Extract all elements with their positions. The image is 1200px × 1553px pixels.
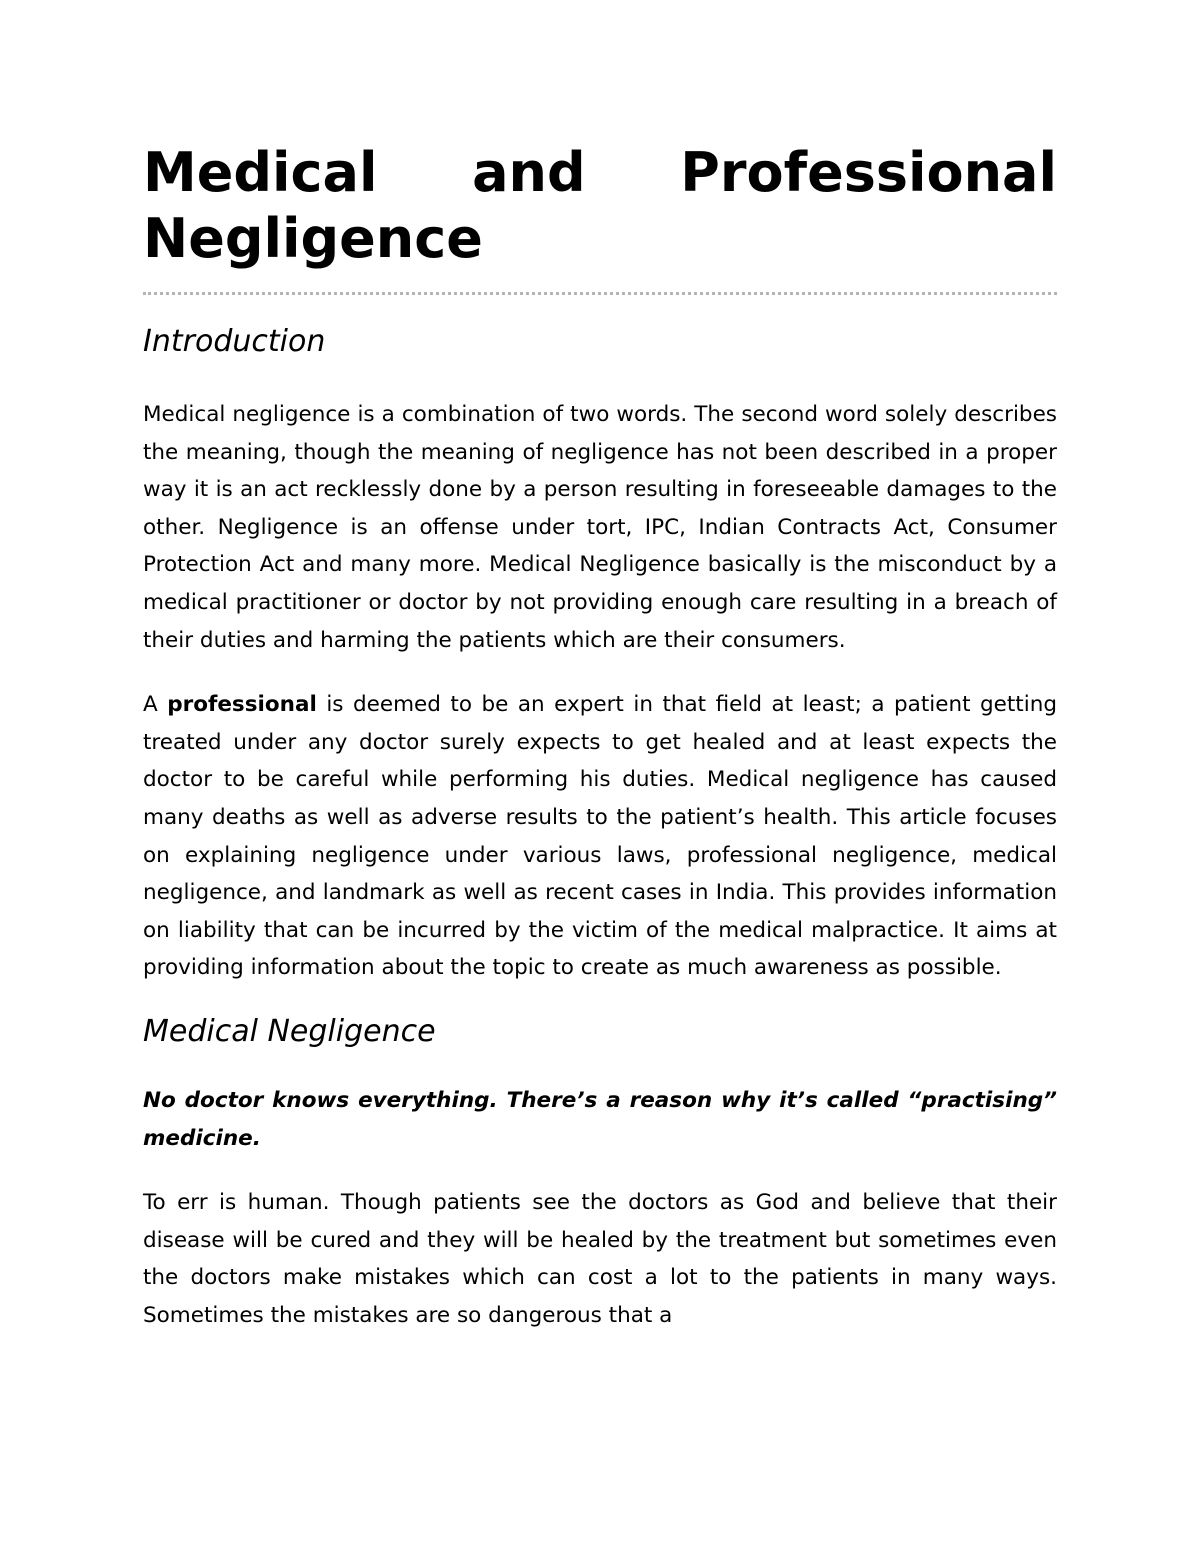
introduction-heading: Introduction <box>143 324 326 359</box>
title-word-and: and <box>472 141 586 204</box>
medical-negligence-paragraph: To err is human. Though patients see the doctors as God and believe that their disease will be cured and they will be healed by the treatment but sometimes even the doctors make mistakes which can cost a lot to the patients in many ways. Sometimes the mistakes are so dangerous that a <box>143 1190 1057 1328</box>
title-line-2: Negligence <box>143 207 483 270</box>
title-divider <box>143 292 1057 295</box>
title-line-1 <box>143 140 1057 206</box>
medical-negligence-heading: Medical Negligence <box>143 1013 436 1049</box>
title-word-professional: Professional <box>680 141 1057 204</box>
paragraph-2-body: is deemed to be an expert in that field at least; a patient getting treated under any doctor surely expects to get healed and at least expects the doctor to be careful while performing his duties. Medical negligence has caused many deaths as well as adverse results to the patient’s health. This article focuses on explaining negligence under various laws, professional negligence, medical negligence, and landmark as well as recent cases in India. This provides information on liability that can be incurred by the victim of the medical malpractice. It aims at providing information about the topic to create as much awareness as possible. <box>143 692 1057 981</box>
introduction-paragraph-1: Medical negligence is a combination of two words. The second word solely describes the meaning, though the meaning of negligence has not been described in a proper way it is an act recklessly done by a person resulting in foreseeable damages to the other. Negligence is an offense under tort, IPC, Indian Contracts Act, Consumer Protection Act and many more. Medical Negligence basically is the misconduct by a medical practitioner or doctor by not providing enough care resulting in a breach of their duties and harming the patients which are their consumers. <box>143 402 1057 653</box>
document-page <box>143 140 1057 1334</box>
professional-term: professional <box>167 692 317 718</box>
document-title <box>143 140 1057 272</box>
paragraph-2-lead: A <box>143 692 168 718</box>
medical-quote: No doctor knows everything. There’s a reason why it’s called “practising” medicine. <box>143 1087 1057 1151</box>
title-word-medical: Medical <box>143 141 378 204</box>
introduction-paragraph-2 <box>143 686 1057 987</box>
